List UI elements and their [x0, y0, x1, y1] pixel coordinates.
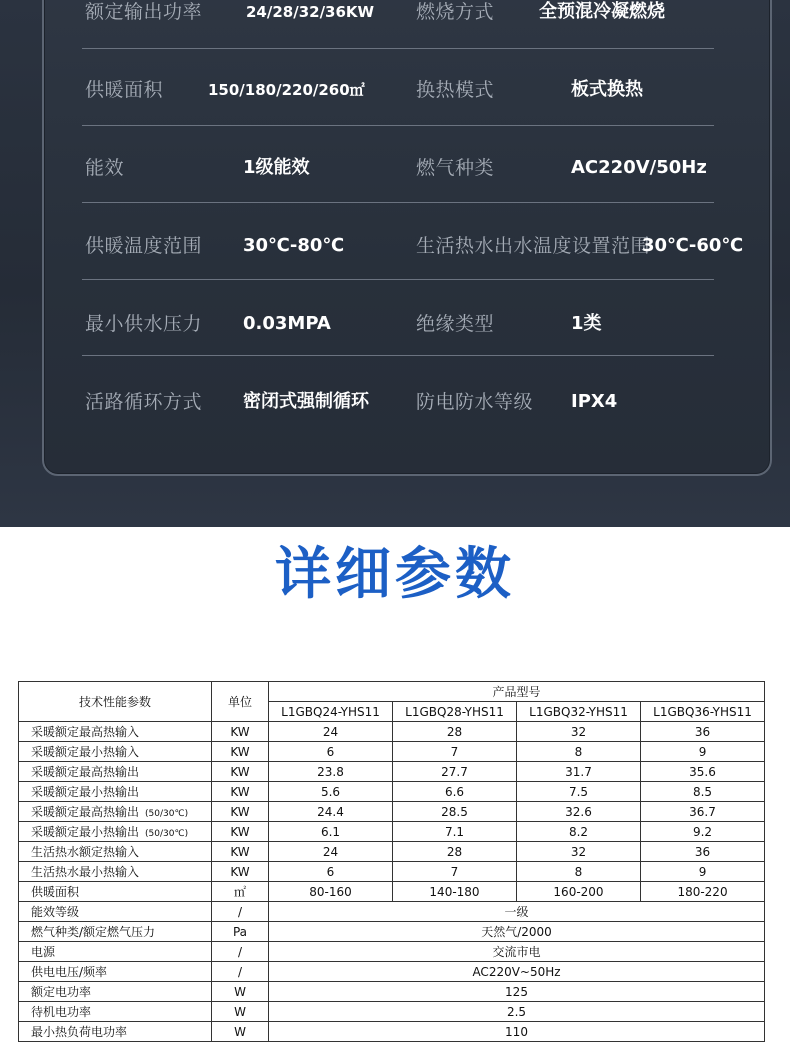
- spec-value: 全预混冷凝燃烧: [539, 1, 665, 22]
- section-heading: 详细参数: [275, 542, 515, 607]
- spec-label: 供暖面积: [85, 79, 164, 101]
- table-row: [19, 1002, 765, 1022]
- param-name: [19, 842, 212, 862]
- param-value: 9: [641, 742, 765, 762]
- spec-divider: [82, 48, 714, 49]
- param-value: 32: [517, 842, 641, 862]
- param-value: 6.1: [269, 822, 393, 842]
- param-name-text: 采暖额定最小热输出: [31, 825, 140, 839]
- param-unit: KW: [212, 842, 269, 862]
- param-name: [19, 722, 212, 742]
- param-value: 24: [269, 722, 393, 742]
- spec-value: 150/180/220/260㎡: [208, 81, 365, 99]
- table-row: [19, 742, 765, 762]
- param-unit: W: [212, 1022, 269, 1042]
- param-name: [19, 942, 212, 962]
- param-value: 8: [517, 742, 641, 762]
- param-value: 80-160: [269, 882, 393, 902]
- table-row: [19, 862, 765, 882]
- param-name: [19, 862, 212, 882]
- model-name: L1GBQ36-YHS11: [641, 702, 765, 722]
- spec-row: [0, 382, 790, 422]
- param-unit: ㎡: [212, 882, 269, 902]
- param-value-merged: 110: [269, 1022, 765, 1042]
- spec-label: 换热模式: [416, 79, 495, 101]
- param-name: [19, 802, 212, 822]
- table-row: [19, 1022, 765, 1042]
- table-row: [19, 822, 765, 842]
- table-row: [19, 802, 765, 822]
- spec-value: 1级能效: [243, 157, 310, 178]
- param-value-merged: 一级: [269, 902, 765, 922]
- param-value: 32.6: [517, 802, 641, 822]
- spec-row: [0, 0, 790, 32]
- model-name: L1GBQ32-YHS11: [517, 702, 641, 722]
- spec-row: [0, 70, 790, 110]
- table-row: [19, 902, 765, 922]
- param-name-text: 生活热水最小热输入: [31, 865, 140, 879]
- param-value-merged: 2.5: [269, 1002, 765, 1022]
- param-value: 28.5: [393, 802, 517, 822]
- param-name: [19, 1022, 212, 1042]
- spec-label: 防电防水等级: [416, 391, 534, 413]
- model-name: L1GBQ28-YHS11: [393, 702, 517, 722]
- param-unit: /: [212, 962, 269, 982]
- spec-value: 30℃-80℃: [243, 235, 345, 256]
- param-value: 5.6: [269, 782, 393, 802]
- param-name-text: 生活热水额定热输入: [31, 845, 140, 859]
- param-value: 27.7: [393, 762, 517, 782]
- spec-label: 绝缘类型: [416, 313, 495, 335]
- spec-value: 30℃-60℃: [642, 235, 744, 256]
- header-unit: 单位: [212, 682, 269, 722]
- spec-value: IPX4: [571, 391, 618, 412]
- spec-value: 1类: [571, 313, 602, 334]
- spec-value: 0.03MPA: [243, 313, 331, 334]
- param-name-text: 燃气种类/额定燃气压力: [31, 925, 156, 939]
- table-header-row: [19, 682, 765, 702]
- param-value: 36: [641, 722, 765, 742]
- table-row: [19, 942, 765, 962]
- param-name: [19, 922, 212, 942]
- spec-label: 燃烧方式: [416, 1, 495, 23]
- table-row: [19, 762, 765, 782]
- spec-value: 板式换热: [571, 79, 643, 100]
- param-name-text: 采暖额定最高热输出: [31, 765, 140, 779]
- param-unit: KW: [212, 802, 269, 822]
- table-row: [19, 882, 765, 902]
- model-name: L1GBQ24-YHS11: [269, 702, 393, 722]
- param-value-merged: 125: [269, 982, 765, 1002]
- spec-row: [0, 304, 790, 344]
- table-row: [19, 922, 765, 942]
- spec-label: 活路循环方式: [85, 391, 203, 413]
- param-unit: /: [212, 942, 269, 962]
- spec-divider: [82, 355, 714, 356]
- parameter-table: [18, 681, 765, 1042]
- table-row: [19, 782, 765, 802]
- param-value: 140-180: [393, 882, 517, 902]
- spec-value: 24/28/32/36KW: [246, 3, 375, 21]
- param-unit: W: [212, 1002, 269, 1022]
- param-unit: /: [212, 902, 269, 922]
- param-name-text: 采暖额定最高热输出: [31, 805, 140, 819]
- table-row: [19, 982, 765, 1002]
- param-value: 28: [393, 842, 517, 862]
- param-name-text: 供电电压/频率: [31, 965, 108, 979]
- param-value-merged: 天然气/2000: [269, 922, 765, 942]
- param-value: 7: [393, 742, 517, 762]
- param-unit: KW: [212, 862, 269, 882]
- spec-divider: [82, 125, 714, 126]
- param-value-merged: AC220V~50Hz: [269, 962, 765, 982]
- param-name: [19, 782, 212, 802]
- param-name-text: 供暖面积: [31, 885, 80, 899]
- spec-divider: [82, 202, 714, 203]
- param-name: [19, 742, 212, 762]
- param-note: (50/30℃): [145, 809, 189, 819]
- param-value: 35.6: [641, 762, 765, 782]
- param-value: 32: [517, 722, 641, 742]
- param-value: 24.4: [269, 802, 393, 822]
- spec-label: 额定输出功率: [85, 1, 203, 23]
- param-unit: KW: [212, 722, 269, 742]
- param-name-text: 最小热负荷电功率: [31, 1025, 128, 1039]
- param-value: 28: [393, 722, 517, 742]
- param-name: [19, 962, 212, 982]
- param-value: 8.2: [517, 822, 641, 842]
- param-name-text: 采暖额定最高热输入: [31, 725, 140, 739]
- spec-row: [0, 226, 790, 266]
- spec-label: 供暖温度范围: [85, 235, 203, 257]
- param-unit: KW: [212, 782, 269, 802]
- param-value-merged: 交流市电: [269, 942, 765, 962]
- spec-label: 最小供水压力: [85, 313, 203, 335]
- param-name: [19, 902, 212, 922]
- table-row: [19, 842, 765, 862]
- param-value: 7.5: [517, 782, 641, 802]
- param-unit: KW: [212, 822, 269, 842]
- param-value: 6: [269, 742, 393, 762]
- spec-row: [0, 148, 790, 188]
- param-value: 36: [641, 842, 765, 862]
- header-model: 产品型号: [269, 682, 765, 702]
- param-value: 6.6: [393, 782, 517, 802]
- param-value: 7.1: [393, 822, 517, 842]
- table-row: [19, 722, 765, 742]
- header-param: 技术性能参数: [19, 682, 212, 722]
- param-name: [19, 982, 212, 1002]
- param-name: [19, 762, 212, 782]
- param-value: 180-220: [641, 882, 765, 902]
- param-value: 24: [269, 842, 393, 862]
- param-name: [19, 882, 212, 902]
- param-value: 7: [393, 862, 517, 882]
- param-value: 9.2: [641, 822, 765, 842]
- param-name: [19, 822, 212, 842]
- param-name-text: 采暖额定最小热输入: [31, 745, 140, 759]
- param-value: 6: [269, 862, 393, 882]
- spec-label: 能效: [85, 157, 125, 179]
- param-name-text: 采暖额定最小热输出: [31, 785, 140, 799]
- param-note: (50/30℃): [145, 829, 189, 839]
- param-unit: KW: [212, 742, 269, 762]
- param-name-text: 待机电功率: [31, 1005, 92, 1019]
- param-unit: W: [212, 982, 269, 1002]
- param-name: [19, 1002, 212, 1022]
- param-unit: Pa: [212, 922, 269, 942]
- spec-value: AC220V/50Hz: [571, 157, 707, 178]
- param-value: 160-200: [517, 882, 641, 902]
- param-value: 8: [517, 862, 641, 882]
- spec-divider: [82, 279, 714, 280]
- param-value: 9: [641, 862, 765, 882]
- table-row: [19, 962, 765, 982]
- param-name-text: 能效等级: [31, 905, 80, 919]
- param-value: 31.7: [517, 762, 641, 782]
- param-value: 8.5: [641, 782, 765, 802]
- param-value: 36.7: [641, 802, 765, 822]
- spec-value: 密闭式强制循环: [243, 391, 369, 412]
- spec-label: 燃气种类: [416, 157, 495, 179]
- param-name-text: 电源: [31, 945, 56, 959]
- param-unit: KW: [212, 762, 269, 782]
- param-name-text: 额定电功率: [31, 985, 92, 999]
- param-value: 23.8: [269, 762, 393, 782]
- spec-label: 生活热水出水温度设置范围: [416, 235, 651, 257]
